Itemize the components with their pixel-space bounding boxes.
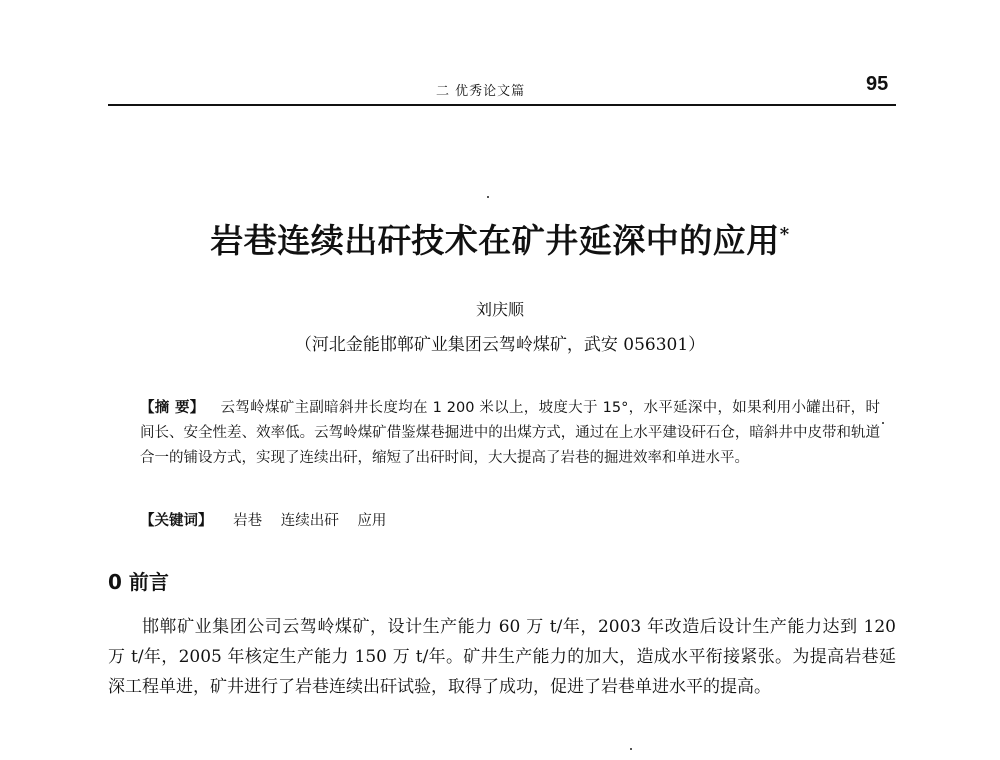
article-title [0,215,1000,262]
author-affiliation: （河北金能邯郸矿业集团云驾岭煤矿，武安 056301） [294,335,706,355]
section-heading: 0 前言 [108,570,169,594]
author-name: 刘庆顺 [475,300,524,319]
page-number: 95 [866,73,889,95]
title-footnote-mark: * [779,224,790,245]
keyword-item: 岩巷 [233,513,263,529]
abstract-label: 【摘 要】 [140,400,205,416]
header-rule [108,104,896,106]
scan-speck [882,422,884,424]
running-head: 二 优秀论文篇 [436,84,526,99]
body-paragraph: 邯郸矿业集团公司云驾岭煤矿，设计生产能力 60 万 t/年，2003 年改造后设计生产能力达到 120 万 t/年，2005 年核定生产能力 150 万 t/年。矿井生产能力的加大，造成水平衔接紧张。为提高岩巷延深工程单进，矿井进行了岩巷连续出矸试验，取得了成功，促进了岩巷单进水平的提高。 [108,617,896,697]
keywords-label: 【关键词】 [140,513,213,529]
abstract-text: 云驾岭煤矿主副暗斜井长度均在 1 200 米以上，坡度大于 15°，水平延深中，如果利用小罐出矸，时间长、安全性差、效率低。云驾岭煤矿借鉴煤巷掘进中的出煤方式，通过在上水平建设矸石仓，暗斜井中皮带和轨道合一的铺设方式，实现了连续出矸，缩短了出矸时间，大大提高了岩巷的掘进效率和单进水平。 [140,400,880,466]
keyword-item: 应用 [357,513,387,529]
abstract [140,396,880,471]
keywords [140,509,880,530]
keyword-item: 连续出矸 [280,513,339,529]
title-text: 岩巷连续出矸技术在矿井延深中的应用 [210,221,780,260]
scan-speck [487,196,489,198]
scan-speck [630,748,632,750]
